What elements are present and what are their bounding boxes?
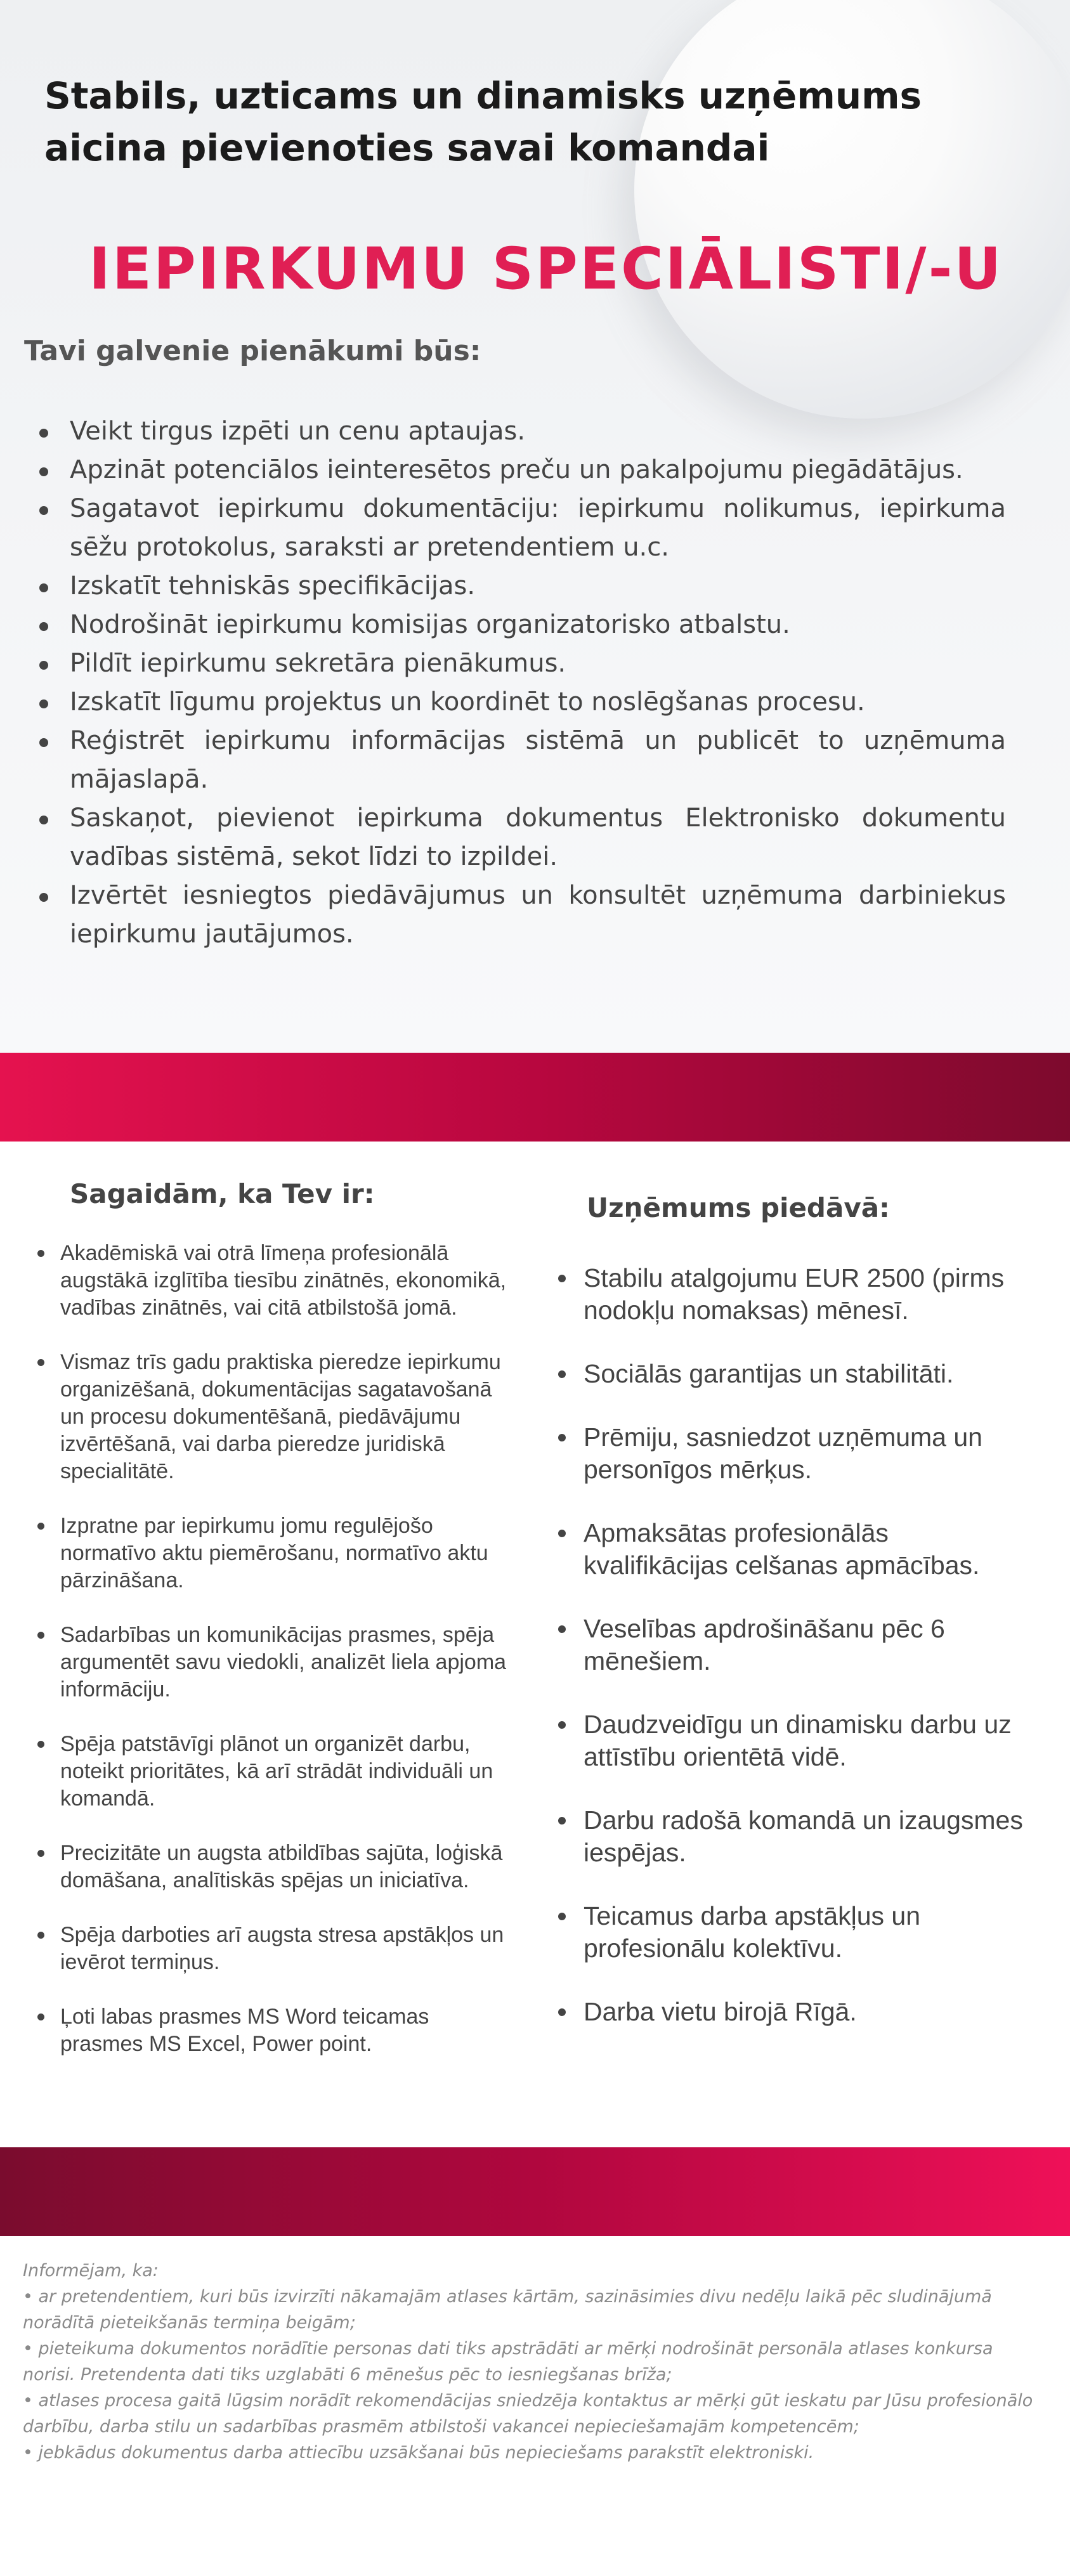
bottom-divider-band [0,2147,1070,2236]
offer-item: Teicamus darba apstākļus un profesionālu kolektīvu. [584,1900,1028,1965]
offer-item: Darba vietu birojā Rīgā. [584,1996,1028,2028]
duties-heading: Tavi galvenie pienākumi būs: [24,335,481,367]
hero-section [0,0,1070,1053]
duty-item: Pildīt iepirkumu sekretāra pienākumus. [70,644,1006,683]
requirement-item: Izpratne par iepirkumu jomu regulējošo normatīvo aktu piemērošanu, normatīvo aktu pārzināšana. [60,1512,517,1594]
requirement-item: Precizitāte un augsta atbildības sajūta, loģiskā domāšana, analītiskās spējas un iniciatīva. [60,1840,517,1894]
requirement-item: Spēja patstāvīgi plānot un organizēt darbu, noteikt prioritātes, kā arī strādāt individuāli un komandā. [60,1731,517,1812]
duty-item: Saskaņot, pievienot iepirkuma dokumentus Elektronisko dokumentu vadības sistēmā, sekot līdzi to izpildei. [70,799,1006,876]
requirements-heading: Sagaidām, ka Tev ir: [70,1178,375,1209]
offer-item: Daudzveidīgu un dinamisku darbu uz attīstību orientētā vidē. [584,1708,1028,1773]
requirement-item: Vismaz trīs gadu praktiska pieredze iepirkumu organizēšanā, dokumentācijas sagatavošanā un procesu dokumentēšanā, piedāvājumu izvērtēšanā, vai darba pieredze juridiskā specialitātē. [60,1349,517,1485]
offer-list [584,1262,1028,2059]
duty-item: Izskatīt līgumu projektus un koordinēt to noslēgšanas procesu. [70,683,1006,722]
notes-section [23,2258,1038,2466]
job-title: IEPIRKUMU SPECIĀLISTI/-U [89,236,1003,302]
duties-list [70,412,1006,954]
note-item: • pieteikuma dokumentos norādītie personas dati tiks apstrādāti ar mērķi nodrošināt personāla atlases konkursa norisi. Pretendenta dati tiks uzglabāti 6 mēnešus pēc to iesniegšanas brīža; [23,2339,993,2384]
duty-item: Izskatīt tehniskās specifikācijas. [70,567,1006,606]
offer-item: Veselības apdrošināšanu pēc 6 mēnešiem. [584,1613,1028,1677]
offer-item: Stabilu atalgojumu EUR 2500 (pirms nodokļu nomaksas) mēnesī. [584,1262,1028,1327]
note-item: • atlases procesa gaitā lūgsim norādīt rekomendācijas sniedzēja kontaktus ar mērķi gūt ieskatu par Jūsu profesionālo darbību, darba stilu un sadarbības prasmēm atbilstoši vakancei nepieciešamajām kompetencēm; [23,2391,1033,2436]
requirements-list [60,1240,517,2085]
duty-item: Sagatavot iepirkumu dokumentāciju: iepirkumu nolikumus, iepirkuma sēžu protokolus, saraksti ar pretendentiem u.c. [70,490,1006,567]
decorative-sphere [634,0,1070,419]
offer-item: Darbu radošā komandā un izaugsmes iespējas. [584,1804,1028,1869]
offer-heading: Uzņēmums piedāvā: [587,1192,890,1223]
offer-item: Prēmiju, sasniedzot uzņēmuma un personīgos mērķus. [584,1421,1028,1486]
requirement-item: Sadarbības un komunikācijas prasmes, spēja argumentēt savu viedokli, analizēt liela apjoma informāciju. [60,1622,517,1703]
duty-item: Apzināt potenciālos ieinteresētos preču un pakalpojumu piegādātājus. [70,451,1006,490]
notes-intro: Informējam, ka: [23,2261,159,2280]
offer-item: Sociālās garantijas un stabilitāti. [584,1358,1028,1390]
note-item: • jebkādus dokumentus darba attiecību uzsākšanai būs nepieciešams parakstīt elektroniski. [23,2443,814,2462]
requirement-item: Spēja darboties arī augsta stresa apstākļos un ievērot termiņus. [60,1922,517,1976]
headline: Stabils, uzticams un dinamisks uzņēmums aicina pievienoties savai komandai [44,74,922,169]
note-item: • ar pretendentiem, kuri būs izvirzīti nākamajām atlases kārtām, sazināsimies divu nedēļu laikā pēc sludinājumā norādītā pieteikšanās termiņa beigām; [23,2287,992,2332]
duty-item: Izvērtēt iesniegtos piedāvājumus un konsultēt uzņēmuma darbiniekus iepirkumu jautājumos. [70,876,1006,954]
duty-item: Reģistrēt iepirkumu informācijas sistēmā un publicēt to uzņēmuma mājaslapā. [70,722,1006,799]
offer-item: Apmaksātas profesionālās kvalifikācijas celšanas apmācības. [584,1517,1028,1582]
top-divider-band [0,1053,1070,1142]
duty-item: Nodrošināt iepirkumu komisijas organizatorisko atbalstu. [70,606,1006,644]
duty-item: Veikt tirgus izpēti un cenu aptaujas. [70,412,1006,451]
requirement-item: Akadēmiskā vai otrā līmeņa profesionālā augstākā izglītība tiesību zinātnēs, ekonomikā, vadības zinātnēs, vai citā atbilstošā jomā. [60,1240,517,1322]
requirement-item: Ļoti labas prasmes MS Word teicamas prasmes MS Excel, Power point. [60,2003,517,2058]
